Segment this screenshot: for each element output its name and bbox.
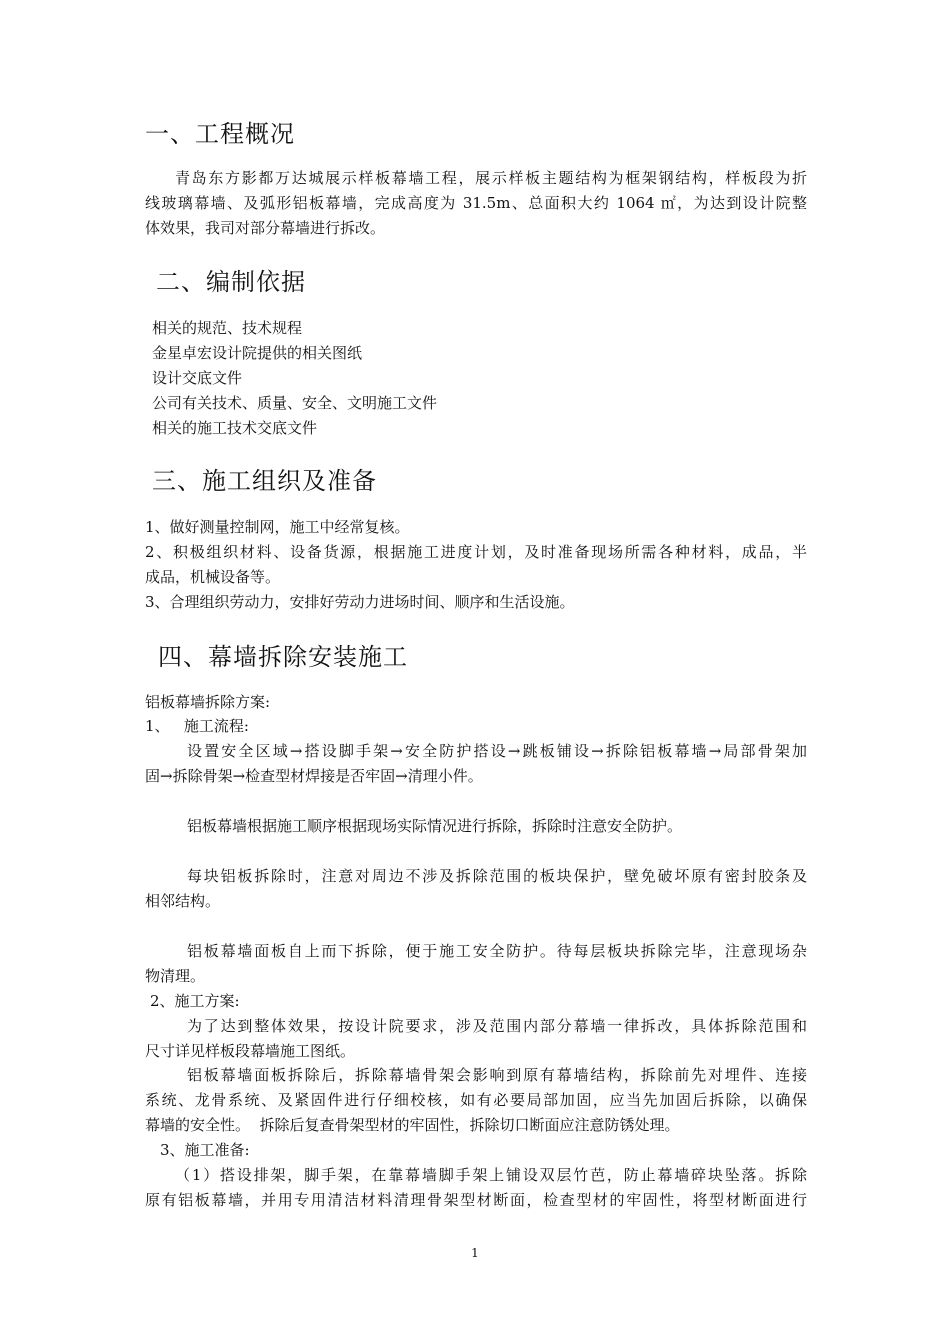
section-4-line-10: 2、施工方案:: [150, 992, 240, 1010]
section-3-line-1: 1、做好测量控制网，施工中经常复核。: [145, 518, 410, 536]
section-4-line-7: 相邻结构。: [145, 892, 221, 910]
section-1-heading: 一、工程概况: [145, 120, 295, 148]
section-2-item-3: 设计交底文件: [152, 369, 243, 387]
section-4-line-18: 原有铝板幕墙，并用专用清洁材料清理骨架型材断面，检查型材的牢固性，将型材断面进行: [145, 1191, 807, 1209]
section-3-line-3: 成品，机械设备等。: [145, 568, 281, 586]
section-3-line-4: 3、合理组织劳动力，安排好劳动力进场时间、顺序和生活设施。: [145, 593, 575, 611]
section-4-line-1: 铝板幕墙拆除方案:: [145, 693, 271, 711]
section-2-heading: 二、编制依据: [156, 268, 306, 296]
section-4-line-2: 1、 施工流程:: [145, 717, 249, 735]
section-4-line-13: 铝板幕墙面板拆除后，拆除幕墙骨架会影响到原有幕墙结构，拆除前先对埋件、连接: [187, 1066, 807, 1084]
section-1-line-2: 线玻璃幕墙、及弧形铝板幕墙，完成高度为 31.5m、总面积大约 1064 ㎡，为达到设计院整: [145, 194, 807, 212]
section-4-line-5: 铝板幕墙根据施工顺序根据现场实际情况进行拆除，拆除时注意安全防护。: [187, 817, 683, 835]
section-4-heading: 四、幕墙拆除安装施工: [158, 643, 408, 671]
section-4-line-9: 物清理。: [145, 967, 206, 985]
section-2-item-1: 相关的规范、技术规程: [152, 319, 303, 337]
section-4-line-6: 每块铝板拆除时，注意对周边不涉及拆除范围的板块保护，壁免破坏原有密封胶条及: [187, 867, 807, 885]
section-4-line-4: 固→拆除骨架→检查型材焊接是否牢固→清理小件。: [145, 767, 483, 785]
section-4-line-16: 3、施工准备:: [160, 1141, 250, 1159]
section-4-line-3: 设置安全区域→搭设脚手架→安全防护搭设→跳板铺设→拆除铝板幕墙→局部骨架加: [187, 742, 807, 760]
section-4-line-17: （1）搭设排架，脚手架，在靠幕墙脚手架上铺设双层竹芭，防止幕墙碎块坠落。拆除: [175, 1166, 807, 1184]
section-2-item-4: 公司有关技术、质量、安全、文明施工文件: [152, 394, 438, 412]
section-3-line-2: 2、积极组织材料、设备货源，根据施工进度计划，及时准备现场所需各种材料，成品，半: [145, 543, 807, 561]
section-4-line-11: 为了达到整体效果，按设计院要求，涉及范围内部分幕墙一律拆改，具体拆除范围和: [187, 1017, 807, 1035]
section-2-item-5: 相关的施工技术交底文件: [152, 419, 318, 437]
section-4-line-15: 幕墙的安全性。 拆除后复查骨架型材的牢固性，拆除切口断面应注意防锈处理。: [145, 1116, 680, 1134]
section-3-heading: 三、施工组织及准备: [152, 467, 377, 495]
section-4-line-8: 铝板幕墙面板自上而下拆除，便于施工安全防护。待每层板块拆除完毕，注意现场杂: [187, 942, 807, 960]
page-number: 1: [471, 1246, 479, 1260]
section-4-line-14: 系统、龙骨系统、及紧固件进行仔细校核，如有必要局部加固，应当先加固后拆除，以确保: [145, 1091, 807, 1109]
section-1-line-3: 体效果，我司对部分幕墙进行拆改。: [145, 219, 386, 237]
section-2-item-2: 金星卓宏设计院提供的相关图纸: [152, 344, 363, 362]
section-1-line-1: 青岛东方影都万达城展示样板幕墙工程，展示样板主题结构为框架钢结构，样板段为折: [175, 169, 807, 187]
section-4-line-12: 尺寸详见样板段幕墙施工图纸。: [145, 1042, 356, 1060]
